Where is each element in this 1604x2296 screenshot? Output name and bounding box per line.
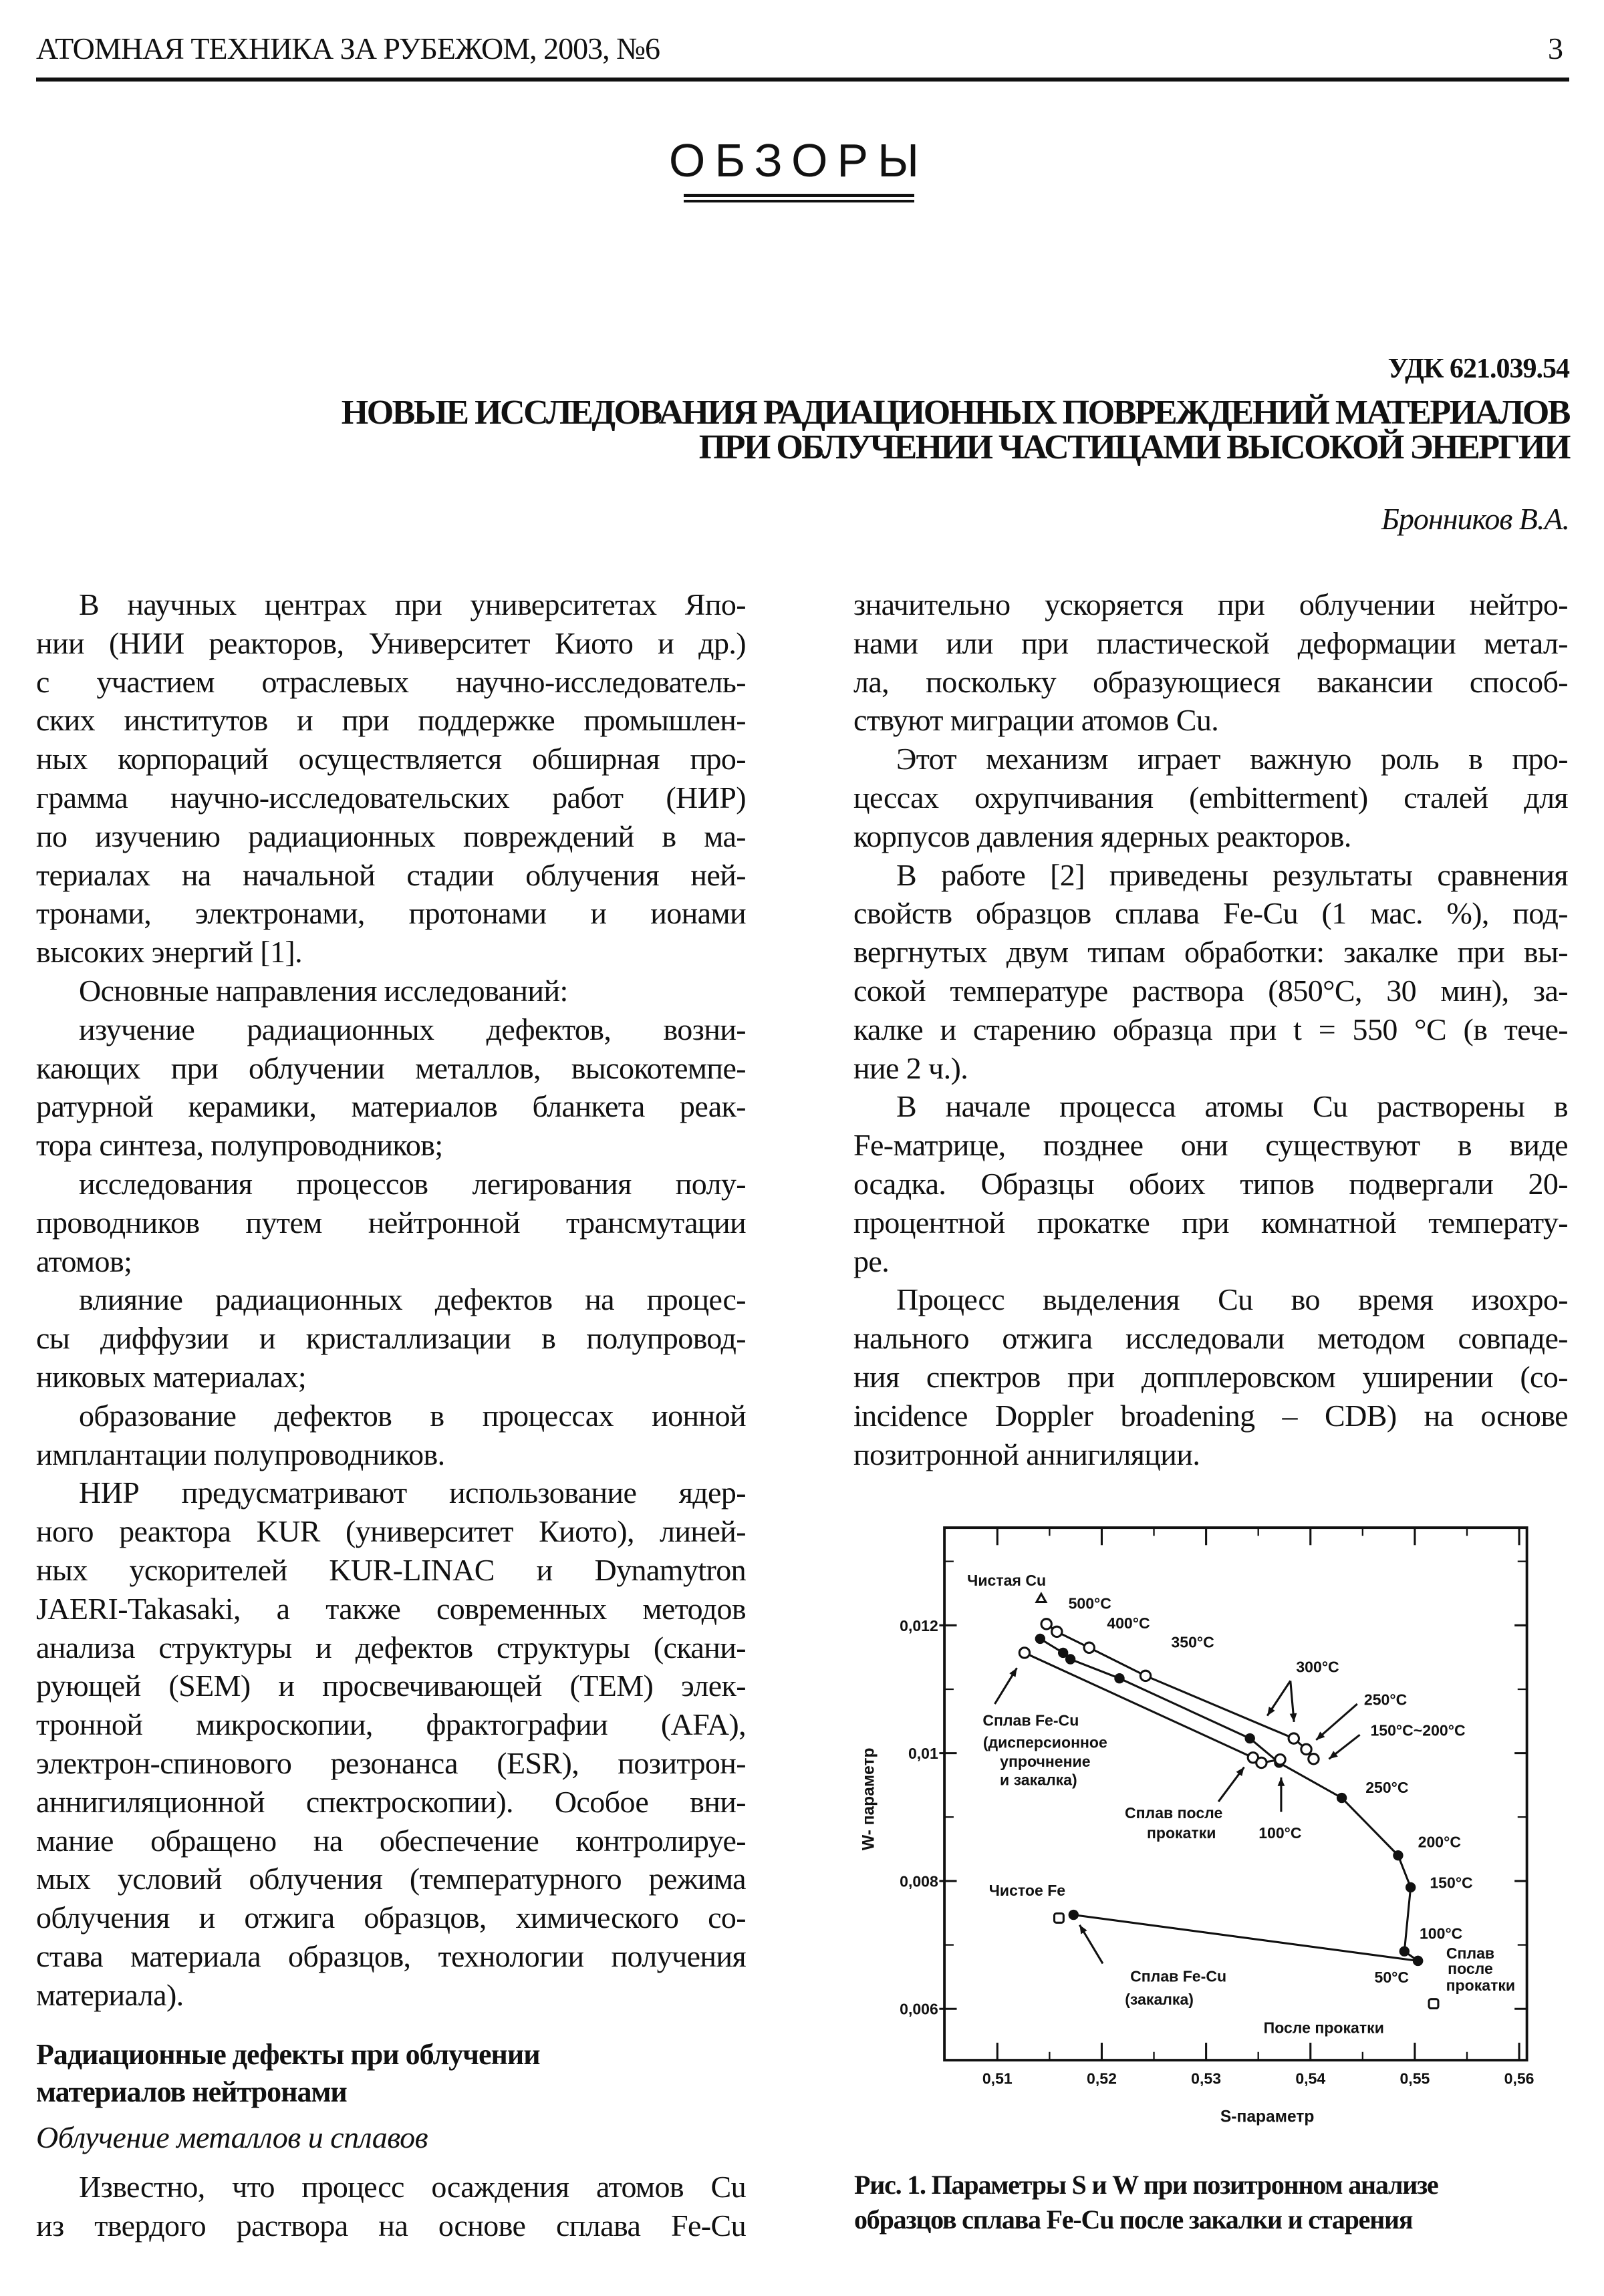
text-line: ние 2 ч.).: [853, 1050, 968, 1085]
annotation-label: 100°C: [1258, 1824, 1302, 1842]
annotation-label: прокатки: [1146, 1824, 1216, 1842]
x-axis-label: S-параметр: [1220, 2108, 1315, 2126]
text-line: аннигиляционной спектроскопии). Особое вни-: [36, 1784, 746, 1819]
text-line: ных ускорителей KUR-LINAC и Dynamytron: [36, 1552, 746, 1587]
text-line: В начале процесса атомы Cu растворены в: [896, 1089, 1568, 1124]
text-line: из твердого раствора на основе сплава Fe-Cu: [36, 2208, 746, 2243]
text-line: ре.: [853, 1244, 890, 1278]
text-line: НИР предусматривают использование ядер-: [79, 1475, 746, 1510]
figure-chart: [802, 1470, 1604, 2165]
plot-frame: [944, 1528, 1527, 2060]
data-point-square: [1429, 1999, 1438, 2009]
annotation-label: 100°C: [1419, 1924, 1463, 1943]
text-line: свойств образцов сплава Fe-Cu (1 мас. %), под-: [853, 896, 1568, 931]
annotation-label: (закалка): [1125, 1991, 1194, 2008]
annotation-label: Сплав: [1446, 1944, 1495, 1962]
text-line: высоких энергий [1].: [36, 935, 303, 970]
x-tick-label: 0,56: [1504, 2069, 1534, 2088]
data-point-filled-circle: [1114, 1673, 1124, 1683]
annotation-label: 300°C: [1296, 1658, 1339, 1676]
data-point-open-circle: [1275, 1754, 1285, 1764]
data-point-open-circle: [1019, 1648, 1029, 1658]
data-point-square: [1055, 1913, 1064, 1922]
caption-line: образцов сплава Fe-Cu после закалки и старения: [854, 2204, 1413, 2235]
text-line: корпусов давления ядерных реакторов.: [853, 819, 1351, 853]
data-point-filled-circle: [1413, 1956, 1423, 1966]
annotation-label: 150°C: [1430, 1874, 1473, 1892]
text-line: incidence Doppler broadening – CDB) на основе: [853, 1398, 1568, 1433]
text-line: ла, поскольку образующиеся вакансии способ-: [853, 664, 1568, 699]
text-line: В работе [2] приведены результаты сравнения: [896, 857, 1568, 892]
text-line: по изучению радиационных повреждений в ма-: [36, 819, 746, 853]
article-title: [342, 396, 1569, 465]
text-line: тронной микроскопии, фрактографии (AFA),: [36, 1707, 746, 1742]
text-line: калке и старению образца при t = 550 °C (в тече-: [853, 1012, 1568, 1046]
series-lines: [1025, 1624, 1418, 1961]
text-line: исследования процессов легирования полу-: [79, 1166, 746, 1201]
annotation-label: упрочнение: [1000, 1752, 1091, 1770]
text-line: сокой температуре раствора (850°C, 30 мин), за-: [853, 973, 1568, 1008]
section-underline: [684, 194, 914, 197]
text-line: с участием отраслевых научно-исследователь-: [36, 664, 746, 699]
annotation-label: Чистая Cu: [967, 1572, 1047, 1590]
text-line: ратурной керамики, материалов бланкета реак-: [36, 1089, 746, 1124]
right-column: [853, 585, 1568, 1473]
text-line: нального отжига исследовали методом совпаде-: [853, 1321, 1568, 1356]
annotation-label: 50°C: [1374, 1968, 1410, 1986]
annotation-label: 400°C: [1107, 1614, 1150, 1632]
text-line: мых условий облучения (температурного режима: [36, 1862, 746, 1896]
data-point-filled-circle: [1035, 1634, 1045, 1644]
text-line: процентной прокатке при комнатной температу-: [853, 1205, 1568, 1240]
text-line: става материала образцов, технологии получения: [36, 1939, 746, 1973]
text-line: изучение радиационных дефектов, возни-: [79, 1012, 746, 1046]
udk-code: УДК 621.039.54: [1387, 353, 1569, 384]
annotation-labels: [967, 1572, 1515, 2036]
text-line: значительно ускоряется при облучении нейтро-: [853, 587, 1568, 621]
text-line: атомов;: [36, 1244, 132, 1278]
annotation-label: После прокатки: [1263, 2019, 1384, 2037]
text-line: В научных центрах при университетах Япо-: [79, 587, 746, 621]
text-line: тронами, электронами, протонами и ионами: [36, 896, 746, 931]
text-line: анализа структуры и дефектов структуры (скани-: [36, 1630, 746, 1665]
data-point-triangle: [1037, 1594, 1046, 1602]
data-point-open-circle: [1256, 1757, 1266, 1767]
page-number: 3: [1548, 31, 1563, 65]
annotation-label: Сплав Fe-Cu: [1130, 1967, 1227, 1985]
x-tick-label: 0,53: [1191, 2069, 1222, 2088]
title-line: НОВЫЕ ИССЛЕДОВАНИЯ РАДИАЦИОННЫХ ПОВРЕЖДЕНИЙ МАТЕРИАЛОВ: [341, 394, 1569, 432]
arrowhead-icon: [1267, 1707, 1275, 1716]
annotation-label: после: [1448, 1959, 1493, 1977]
journal-header: АТОМНАЯ ТЕХНИКА ЗА РУБЕЖОМ, 2003, №6: [36, 31, 660, 65]
text-line: цессах охрупчивания (embitterment) сталей для: [853, 780, 1568, 815]
data-point-open-circle: [1041, 1619, 1051, 1629]
data-point-filled-circle: [1337, 1793, 1347, 1803]
data-point-filled-circle: [1393, 1850, 1403, 1860]
data-point-open-circle: [1140, 1671, 1150, 1681]
text-line: JAERI-Takasaki, а также современных методов: [36, 1591, 746, 1626]
subheading-line: материалов нейтронами: [36, 2075, 347, 2108]
annotation-label: 150°C~200°C: [1370, 1721, 1466, 1739]
annotation-label: (дисперсионное: [982, 1733, 1107, 1751]
text-line: териалах на начальной стадии облучения ней-: [36, 857, 746, 892]
section-title: ОБЗОРЫ: [668, 134, 929, 186]
text-line: Процесс выделения Cu во время изохро-: [896, 1282, 1568, 1317]
series-markers: [1019, 1594, 1438, 2008]
annotation-label: Чистое Fe: [988, 1881, 1066, 1899]
header-rule: [36, 78, 1569, 82]
text-line: электрон-спинового резонанса (ESR), позитрон-: [36, 1745, 746, 1780]
section-underline: [684, 200, 914, 202]
data-point-open-circle: [1052, 1626, 1062, 1636]
data-point-open-circle: [1309, 1754, 1319, 1764]
data-point-filled-circle: [1065, 1654, 1075, 1664]
annotation-label: 200°C: [1418, 1833, 1462, 1851]
text-line: Известно, что процесс осаждения атомов Cu: [79, 2170, 746, 2204]
annotation-label: и закалка): [1000, 1771, 1077, 1789]
annotation-label: 350°C: [1171, 1633, 1214, 1651]
left-tail-paragraph: [36, 2168, 746, 2245]
annotation-label: Сплав после: [1124, 1804, 1223, 1822]
text-line: нии (НИИ реакторов, Университет Киото и др.): [36, 625, 746, 660]
text-line: никовых материалах;: [36, 1359, 307, 1394]
data-point-filled-circle: [1245, 1733, 1255, 1743]
y-tick-label: 0,006: [900, 2000, 938, 2018]
text-line: Основные направления исследований:: [79, 973, 568, 1008]
text-line: влияние радиационных дефектов на процес-: [79, 1282, 746, 1317]
text-line: облучения и отжига образцов, химического со-: [36, 1900, 746, 1935]
text-line: тора синтеза, полупроводников;: [36, 1128, 443, 1163]
text-line: проводников путем нейтронной трансмутации: [36, 1205, 746, 1240]
annotation-label: прокатки: [1446, 1977, 1516, 1995]
data-point-filled-circle: [1069, 1910, 1079, 1920]
text-line: кающих при облучении металлов, высокотемпе-: [36, 1050, 746, 1085]
data-point-filled-circle: [1399, 1946, 1410, 1956]
y-axis-label: W- параметр: [859, 1747, 878, 1851]
subheading-line: Радиационные дефекты при облучении: [36, 2038, 540, 2071]
text-line: нами или при пластической деформации метал-: [853, 625, 1568, 660]
text-line: образование дефектов в процессах ионной: [79, 1398, 746, 1433]
text-line: мание обращено на обеспечение контролируе-: [36, 1823, 746, 1858]
y-tick-label: 0,01: [908, 1745, 938, 1763]
text-line: ного реактора KUR (университет Киото), линей-: [36, 1514, 746, 1549]
text-line: ствуют миграции атомов Cu.: [853, 703, 1219, 738]
text-line: Fe-матрице, позднее они существуют в виде: [853, 1128, 1568, 1163]
arrowhead-icon: [1278, 1777, 1285, 1786]
text-line: ских институтов и при поддержке промышлен-: [36, 703, 746, 738]
data-point-open-circle: [1301, 1744, 1311, 1754]
y-tick-label: 0,008: [900, 1872, 938, 1890]
subsubheading: Облучение металлов и сплавов: [36, 2120, 428, 2154]
x-tick-label: 0,55: [1399, 2069, 1430, 2088]
figure-caption: [854, 2168, 1438, 2237]
text-line: материала).: [36, 1977, 184, 2012]
author: Бронников В.А.: [1381, 502, 1569, 536]
text-line: осадка. Образцы обоих типов подвергали 20-: [853, 1166, 1568, 1201]
text-line: ния спектров при допплеровском уширении (co-: [853, 1359, 1568, 1394]
series-line: [1073, 1915, 1418, 1961]
y-tick-label: 0,012: [900, 1616, 938, 1634]
x-tick-label: 0,52: [1087, 2069, 1117, 2088]
annotation-label: Сплав Fe-Cu: [982, 1711, 1079, 1729]
text-line: Этот механизм играет важную роль в про-: [896, 742, 1568, 776]
data-point-open-circle: [1084, 1642, 1094, 1653]
text-line: позитронной аннигиляции.: [853, 1437, 1200, 1471]
caption-line: Рис. 1. Параметры S и W при позитронном анализе: [854, 2170, 1438, 2200]
data-point-open-circle: [1289, 1733, 1299, 1743]
subheading: [36, 2036, 540, 2111]
annotation-label: 250°C: [1363, 1691, 1408, 1709]
data-point-filled-circle: [1406, 1882, 1416, 1892]
x-tick-label: 0,51: [982, 2069, 1013, 2088]
text-line: вергнутых двум типам обработки: закалке при вы-: [853, 935, 1568, 970]
annotation-label: 500°C: [1068, 1594, 1111, 1612]
annotation-label: 250°C: [1365, 1779, 1409, 1797]
text-line: сы диффузии и кристаллизации в полупровод-: [36, 1321, 746, 1356]
text-line: имплантации полупроводников.: [36, 1437, 445, 1471]
text-line: рующей (SEM) и просвечивающей (TEM) элек-: [36, 1669, 746, 1703]
text-line: ных корпораций осуществляется обширная про-: [36, 742, 746, 776]
text-line: грамма научно-исследовательских работ (НИР): [36, 780, 746, 815]
x-tick-label: 0,54: [1295, 2069, 1326, 2088]
left-column: [36, 585, 746, 2014]
title-line: ПРИ ОБЛУЧЕНИИ ЧАСТИЦАМИ ВЫСОКОЙ ЭНЕРГИИ: [698, 428, 1569, 466]
